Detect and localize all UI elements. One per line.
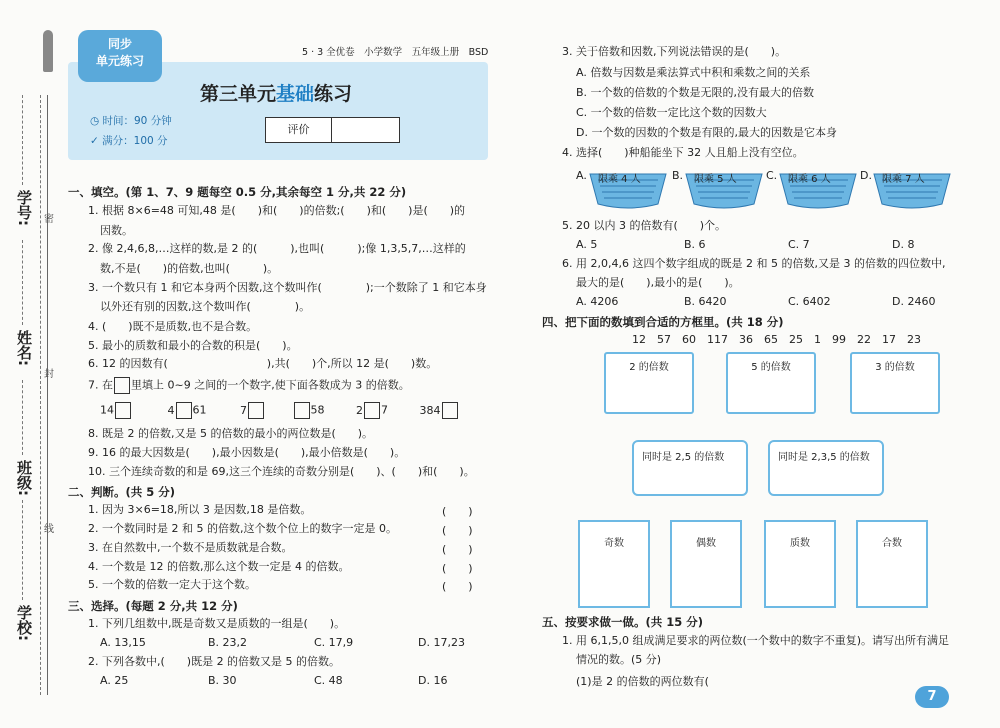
q1-line-b: 因数。 xyxy=(100,224,133,237)
binding-dash-rule xyxy=(40,95,41,695)
q3-line-a: 3. 一个数只有 1 和它本身两个因数,这个数叫作( );一个数除了 1 和它本身 xyxy=(88,281,487,294)
blank-class xyxy=(22,380,23,455)
rating-label: 评价 xyxy=(266,118,332,142)
boat-label: 限乘 6 人 xyxy=(788,174,831,185)
answer-box[interactable] xyxy=(176,402,192,419)
q7-prefix: 7. 在 xyxy=(88,378,113,392)
page-number: 7 xyxy=(915,686,949,708)
answer-box[interactable] xyxy=(294,402,310,419)
q7-text: 里填上 0~9 之间的一个数字,使下面各数成为 3 的倍数。 xyxy=(131,378,410,392)
q7-item: 2 xyxy=(356,403,363,417)
choice-3: 3. 关于倍数和因数,下列说法错误的是( )。 xyxy=(562,45,787,58)
boat-label: 限乘 5 人 xyxy=(694,174,737,185)
card-multiples-of-2-5[interactable] xyxy=(632,440,748,496)
card-multiples-of-5[interactable] xyxy=(726,352,816,414)
rocket-icon xyxy=(43,30,53,72)
boat-option-b[interactable] xyxy=(672,164,737,185)
q9: 9. 16 的最大因数是( ),最小因数是( ),最小倍数是( )。 xyxy=(88,446,406,459)
q7-item: 7 xyxy=(240,403,247,417)
blank-school xyxy=(22,500,23,600)
q2-line-a: 2. 像 2,4,6,8,…这样的数,是 2 的( ),也叫( );像 1,3,5,7,…这样的 xyxy=(88,242,466,255)
judge-paren-2[interactable]: ( ) xyxy=(442,524,473,537)
title-part-1: 第三单元 xyxy=(200,83,277,105)
title-part-2: 基础 xyxy=(276,83,315,105)
exercise-1-line-b: 情况的数。(5 分) xyxy=(576,653,662,666)
label-student-number: 学号: xyxy=(15,190,33,226)
card-label: 合数 xyxy=(882,538,902,549)
boat-letter: C. xyxy=(766,169,778,182)
title-part-3: 练习 xyxy=(314,83,353,105)
answer-box[interactable] xyxy=(442,402,458,419)
boat-option-c[interactable] xyxy=(766,164,831,185)
boat-label: 限乘 4 人 xyxy=(598,174,641,185)
q2-line-b: 数,不是( )的倍数,也叫( )。 xyxy=(100,262,279,275)
card-composite[interactable] xyxy=(856,520,928,608)
score-text: 满分：100 分 xyxy=(102,135,168,147)
answer-box[interactable] xyxy=(364,402,380,419)
blank-name xyxy=(22,240,23,325)
card-label: 同时是 2,3,5 的倍数 xyxy=(778,452,870,463)
judge-paren-3[interactable]: ( ) xyxy=(442,543,473,556)
answer-box-sample xyxy=(114,377,130,394)
answer-box[interactable] xyxy=(248,402,264,419)
judge-4: 4. 一个数是 12 的倍数,那么这个数一定是 4 的倍数。 xyxy=(88,560,350,573)
judge-1: 1. 因为 3×6=18,所以 3 是因数,18 是倍数。 xyxy=(88,503,312,516)
exercise-1-line-c: (1)是 2 的倍数的两位数有( xyxy=(576,675,709,688)
boat-icon xyxy=(872,166,944,206)
card-prime[interactable] xyxy=(764,520,836,608)
score-meta xyxy=(90,133,168,148)
choice-2-option[interactable]: B. 30 xyxy=(208,674,237,687)
card-label: 质数 xyxy=(790,538,810,549)
section-2-title: 二、判断。(共 5 分) xyxy=(68,485,176,499)
label-school: 学校: xyxy=(15,605,33,641)
judge-5: 5. 一个数的倍数一定大于这个数。 xyxy=(88,578,256,591)
judge-paren-5[interactable]: ( ) xyxy=(442,580,473,593)
judge-3: 3. 在自然数中,一个数不是质数就是合数。 xyxy=(88,541,293,554)
boat-icon xyxy=(684,166,756,206)
card-even[interactable] xyxy=(670,520,742,608)
q7-item: 4 xyxy=(167,403,175,417)
boat-letter: D. xyxy=(860,169,872,182)
logo xyxy=(78,30,162,82)
section-4-title: 四、把下面的数填到合适的方框里。(共 18 分) xyxy=(542,315,784,329)
number-list: 12 57 60 117 36 65 25 1 99 22 17 23 xyxy=(632,333,921,346)
section-5-title: 五、按要求做一做。(共 15 分) xyxy=(542,615,704,629)
time-text: 时间：90 分钟 xyxy=(102,115,172,127)
card-label: 同时是 2,5 的倍数 xyxy=(642,452,725,463)
blank-student-number xyxy=(22,95,23,185)
q7-item: 61 xyxy=(192,403,207,417)
binding-rule xyxy=(47,95,48,695)
q10: 10. 三个连续奇数的和是 69,这三个连续的奇数分别是( )、( )和( )。 xyxy=(88,465,475,478)
logo-line-1: 同步 xyxy=(107,37,132,51)
series-label: 5 · 3 全优卷 小学数学 五年级上册 BSD xyxy=(302,47,489,58)
choice-3-option-a[interactable]: A. 倍数与因数是乘法算式中积和乘数之间的关系 xyxy=(576,66,811,79)
label-name: 姓名: xyxy=(15,330,33,366)
section-1-title: 一、填空。(第 1、7、9 题每空 0.5 分,其余每空 1 分,共 22 分) xyxy=(68,185,407,199)
judge-paren-4[interactable]: ( ) xyxy=(442,562,473,575)
choice-1-option[interactable]: B. 23,2 xyxy=(208,636,248,649)
card-label: 2 的倍数 xyxy=(629,362,669,373)
clock-icon: ◷ xyxy=(90,115,103,127)
choice-6-option[interactable]: D. 2460 xyxy=(892,295,936,308)
q3-line-b: 以外还有别的因数,这个数叫作( )。 xyxy=(100,300,311,313)
choice-6-option[interactable]: A. 4206 xyxy=(576,295,619,308)
q6: 6. 12 的因数有( ),共( )个,所以 12 是( )数。 xyxy=(88,357,438,370)
boat-label: 限乘 7 人 xyxy=(882,174,925,185)
seal-xian: 线 xyxy=(44,524,54,535)
judge-2: 2. 一个数同时是 2 和 5 的倍数,这个数个位上的数字一定是 0。 xyxy=(88,522,397,535)
choice-5-option[interactable]: D. 8 xyxy=(892,238,915,251)
boat-icon xyxy=(778,166,850,206)
card-label: 3 的倍数 xyxy=(875,362,915,373)
choice-2-option[interactable]: D. 16 xyxy=(418,674,448,687)
choice-1-option[interactable]: C. 17,9 xyxy=(314,636,354,649)
choice-6-option[interactable]: C. 6402 xyxy=(788,295,831,308)
q7-items xyxy=(100,402,459,419)
section-3-title: 三、选择。(每题 2 分,共 12 分) xyxy=(68,599,238,613)
card-label: 奇数 xyxy=(604,538,624,549)
choice-3-option-b[interactable]: B. 一个数的倍数的个数是无限的,没有最大的倍数 xyxy=(576,86,815,99)
boat-option-a[interactable] xyxy=(576,164,641,185)
choice-3-option-c[interactable]: C. 一个数的倍数一定比这个数的因数大 xyxy=(576,106,767,119)
choice-5: 5. 20 以内 3 的倍数有( )个。 xyxy=(562,219,727,232)
check-icon: ✓ xyxy=(90,135,103,147)
answer-box[interactable] xyxy=(115,402,131,419)
boat-letter: B. xyxy=(672,169,684,182)
q4: 4. ( )既不是质数,也不是合数。 xyxy=(88,320,258,333)
choice-5-option[interactable]: A. 5 xyxy=(576,238,598,251)
choice-1: 1. 下列几组数中,既是奇数又是质数的一组是( )。 xyxy=(88,617,346,630)
choice-2: 2. 下列各数中,( )既是 2 的倍数又是 5 的倍数。 xyxy=(88,655,341,668)
boat-icon xyxy=(588,166,660,206)
card-multiples-of-3[interactable] xyxy=(850,352,940,414)
choice-1-option[interactable]: D. 17,23 xyxy=(418,636,465,649)
q5: 5. 最小的质数和最小的合数的积是( )。 xyxy=(88,339,298,352)
choice-5-option[interactable]: B. 6 xyxy=(684,238,706,251)
choice-4: 4. 选择( )种船能坐下 32 人且船上没有空位。 xyxy=(562,146,804,159)
exercise-1-line-a: 1. 用 6,1,5,0 组成满足要求的两位数(一个数中的数字不重复)。请写出所有满足 xyxy=(562,634,950,647)
choice-5-option[interactable]: C. 7 xyxy=(788,238,810,251)
logo-line-2: 单元练习 xyxy=(95,54,144,68)
time-meta xyxy=(90,113,172,128)
page-title xyxy=(200,79,352,106)
q8: 8. 既是 2 的倍数,又是 5 的倍数的最小的两位数是( )。 xyxy=(88,427,374,440)
boat-letter: A. xyxy=(576,169,587,182)
card-multiples-of-2[interactable] xyxy=(604,352,694,414)
card-label: 5 的倍数 xyxy=(751,362,791,373)
q7-item: 7 xyxy=(381,403,388,417)
boat-option-d[interactable] xyxy=(860,164,925,185)
choice-6-line-a: 6. 用 2,0,4,6 这四个数字组成的既是 2 和 5 的倍数,又是 3 的倍数的四位数中, xyxy=(562,257,946,270)
card-odd[interactable] xyxy=(578,520,650,608)
choice-3-option-d[interactable]: D. 一个数的因数的个数是有限的,最大的因数是它本身 xyxy=(576,126,837,139)
card-multiples-of-2-3-5[interactable] xyxy=(768,440,884,496)
seal-feng: 封 xyxy=(44,369,54,380)
rating-box xyxy=(265,117,400,143)
q7-item: 384 xyxy=(419,403,441,417)
choice-6-line-b: 最大的是( ),最小的是( )。 xyxy=(576,276,740,289)
q1-line-a: 1. 根据 8×6=48 可知,48 是( )和( )的倍数;( )和( )是( )的 xyxy=(88,204,466,217)
q7-item: 14 xyxy=(100,403,114,417)
card-label: 偶数 xyxy=(696,538,716,549)
choice-2-option[interactable]: A. 25 xyxy=(100,674,129,687)
label-class: 班级: xyxy=(15,460,33,496)
choice-1-option[interactable]: A. 13,15 xyxy=(100,636,146,649)
choice-2-option[interactable]: C. 48 xyxy=(314,674,343,687)
choice-6-option[interactable]: B. 6420 xyxy=(684,295,727,308)
seal-mi: 密 xyxy=(44,214,54,225)
q7 xyxy=(88,377,410,394)
judge-paren-1[interactable]: ( ) xyxy=(442,505,473,518)
q7-item: 58 xyxy=(310,403,325,417)
